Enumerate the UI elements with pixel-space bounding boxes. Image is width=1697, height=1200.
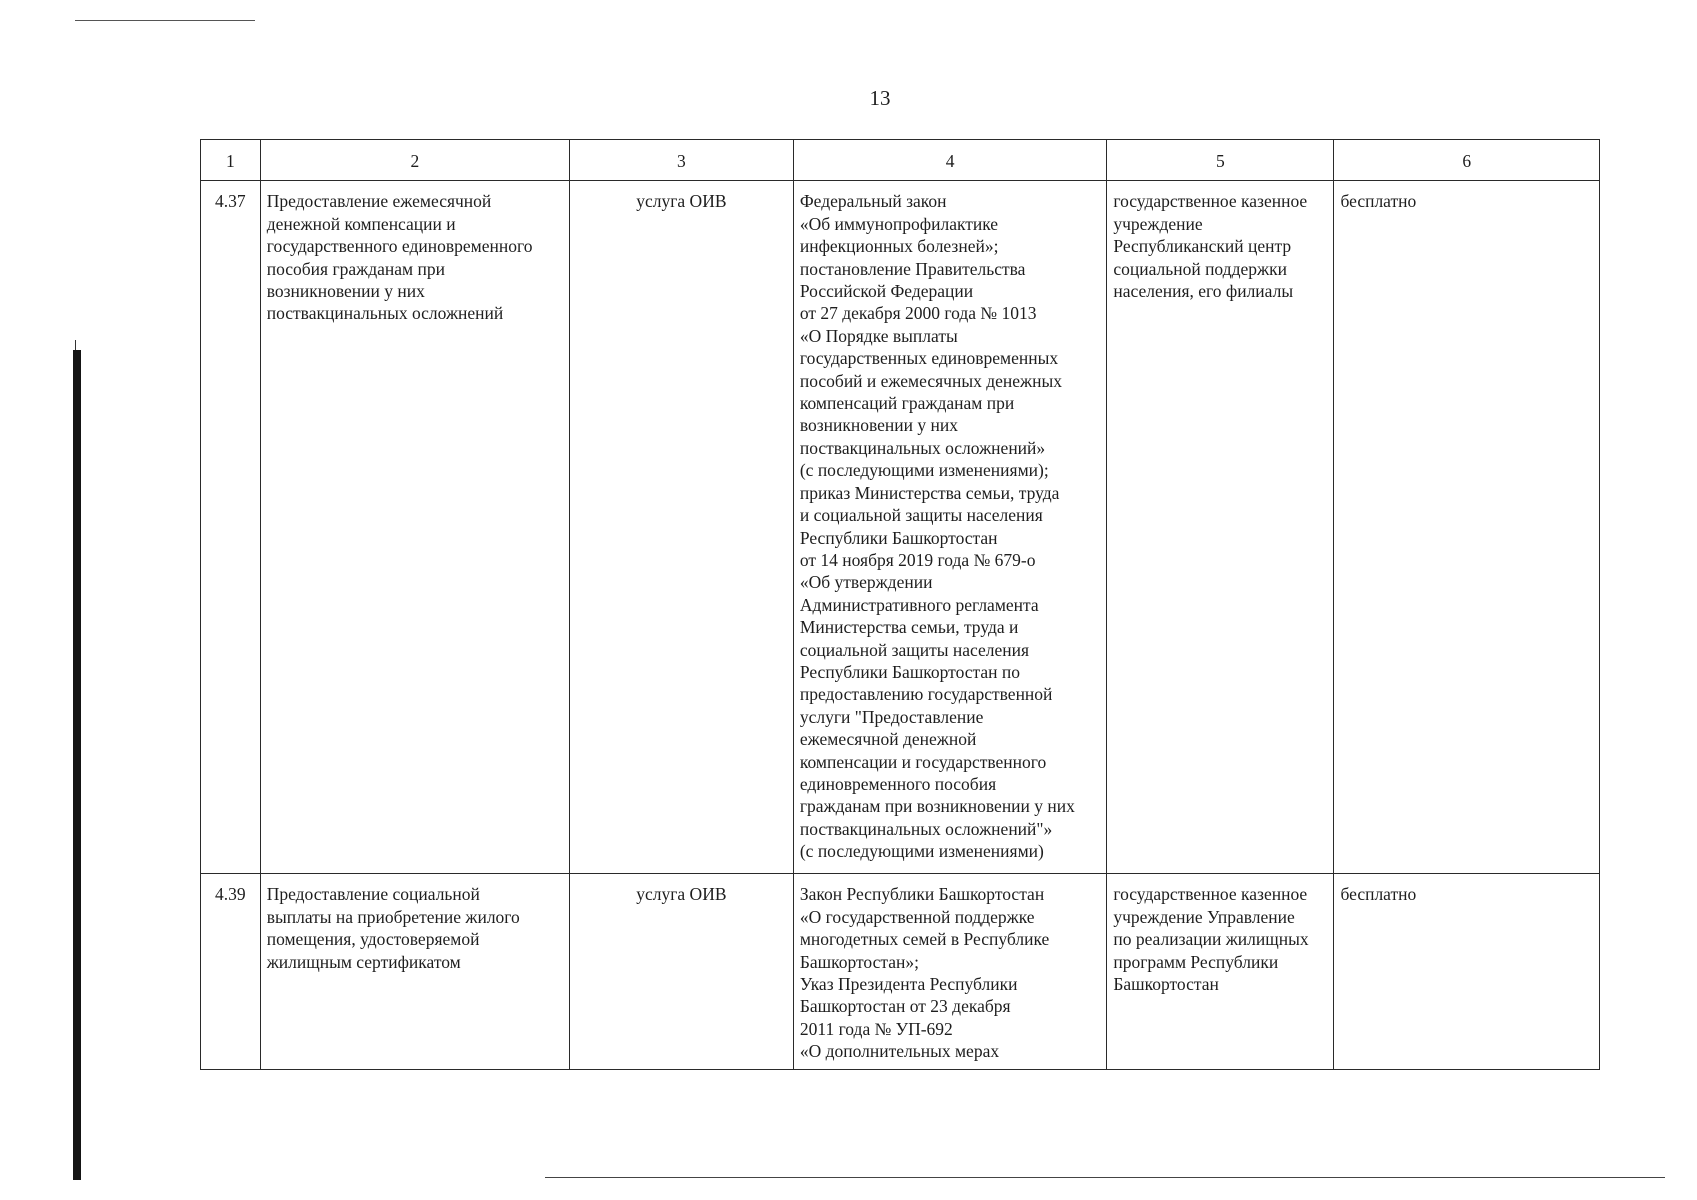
service-fee: бесплатно: [1334, 874, 1600, 1069]
column-header: 1: [201, 140, 261, 181]
service-type: услуга ОИВ: [569, 874, 793, 1069]
row-number: 4.37: [201, 181, 261, 874]
service-name: Предоставление социальной выплаты на приобретение жилого помещения, удостоверяемой жилищным сертификатом: [260, 874, 569, 1069]
service-type: услуга ОИВ: [569, 181, 793, 874]
service-name: Предоставление ежемесячной денежной компенсации и государственного единовременного пособия гражданам при возникновении у них поствакцинальных осложнений: [260, 181, 569, 874]
legal-basis: Закон Республики Башкортостан «О государственной поддержке многодетных семей в Республике Башкортостан»; Указ Президента Республики Башкортостан от 23 декабря 2011 года № УП-692 «О дополнительных мерах: [793, 874, 1106, 1069]
page-number: 13: [869, 86, 891, 110]
column-header: 2: [260, 140, 569, 181]
row-number: 4.39: [201, 874, 261, 1069]
legal-basis: Федеральный закон «Об иммунопрофилактике инфекционных болезней»; постановление Правительства Российской Федерации от 27 декабря 2000 года № 1013 «О Порядке выплаты государственных единовременных пособий и ежемесячных денежных компенсаций гражданам при возникновении у них поствакцинальных осложнений» (с последующими изменениями); приказ Министерства семьи, труда и социальной защиты населения Республики Башкортостан от 14 ноября 2019 года № 679-о «Об утверждении Административного регламента Министерства семьи, труда и социальной защиты населения Республики Башкортостан по предоставлению государственной услуги "Предоставление ежемесячной денежной компенсации и государственного единовременного пособия гражданам при возникновении у них поствакцинальных осложнений"» (с последующими изменениями): [793, 181, 1106, 874]
scan-artifact-top-line: [75, 20, 255, 21]
services-table: [200, 139, 1600, 1070]
table-row: [201, 181, 1600, 874]
service-provider: государственное казенное учреждение Республиканский центр социальной поддержки населения, его филиалы: [1107, 181, 1334, 874]
column-header: 5: [1107, 140, 1334, 181]
column-header: 4: [793, 140, 1106, 181]
scan-artifact-bottom-line: [545, 1177, 1665, 1178]
column-header: 3: [569, 140, 793, 181]
column-header: 6: [1334, 140, 1600, 181]
scan-artifact-left-bar: [73, 350, 81, 1180]
table-row: [201, 874, 1600, 1069]
service-fee: бесплатно: [1334, 181, 1600, 874]
service-provider: государственное казенное учреждение Управление по реализации жилищных программ Республики Башкортостан: [1107, 874, 1334, 1069]
table-header-row: [201, 140, 1600, 181]
